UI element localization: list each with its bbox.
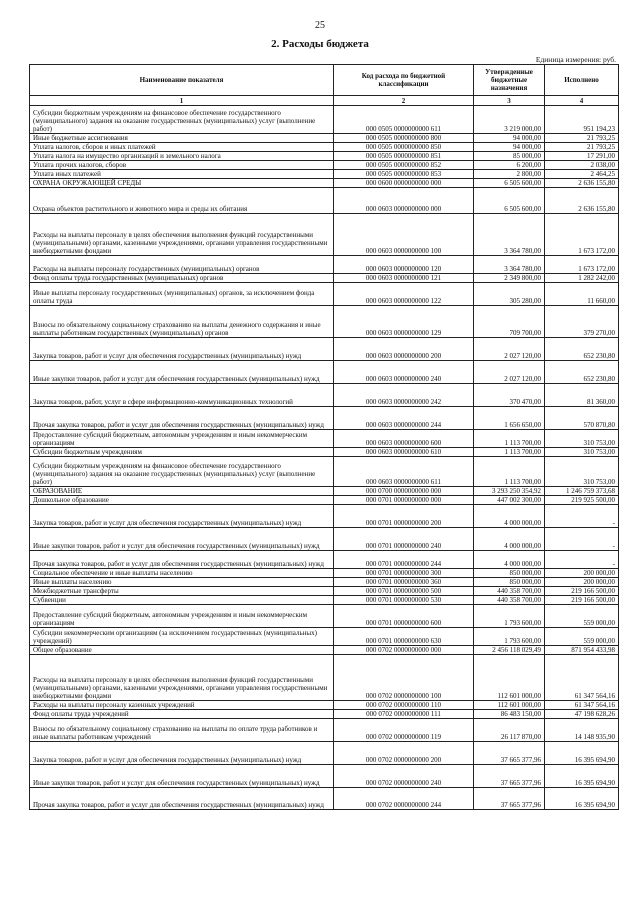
row-name: Уплата иных платежей	[30, 170, 334, 179]
row-name: Уплата налога на имущество организаций и земельного налога	[30, 152, 334, 161]
table-row	[30, 528, 619, 551]
row-code: 000 0505 0000000000 853	[334, 170, 474, 179]
header-approved: Утвержденные бюджетные назначения	[474, 65, 545, 96]
row-name: Расходы на выплаты персоналу в целях обеспечения выполнения функций государственными (муниципальными) органами, казенными учреждениями, органами управления государственными внебюджетными фондами	[30, 655, 334, 701]
row-code: 000 0505 0000000000 851	[334, 152, 474, 161]
row-code: 000 0701 0000000000 200	[334, 505, 474, 528]
row-code: 000 0505 0000000000 850	[334, 143, 474, 152]
row-name: Фонд оплаты труда государственных (муниципальных) органов	[30, 274, 334, 283]
table-row	[30, 384, 619, 407]
row-executed: 951 194,23	[545, 106, 619, 134]
table-row	[30, 306, 619, 338]
row-approved: 4 000 000,00	[474, 505, 545, 528]
row-executed: 200 000,00	[545, 578, 619, 587]
table-row	[30, 596, 619, 605]
column-number: 2	[334, 96, 474, 106]
row-executed: 1 246 759 373,68	[545, 487, 619, 496]
table-row	[30, 496, 619, 505]
row-code: 000 0701 0000000000 300	[334, 569, 474, 578]
row-name: Субсидии бюджетным учреждениям на финансовое обеспечение государственного (муниципального) задания на оказание государственных (муниципальных) услуг (выполнение работ)	[30, 106, 334, 134]
table-row	[30, 719, 619, 742]
row-executed: 16 395 694,90	[545, 788, 619, 810]
row-name: Расходы на выплаты персоналу казенных учреждений	[30, 701, 334, 710]
table-row	[30, 256, 619, 274]
row-approved: 2 456 118 029,49	[474, 646, 545, 655]
row-code: 000 0702 0000000000 111	[334, 710, 474, 719]
row-approved: 2 027 120,00	[474, 361, 545, 384]
row-approved: 3 364 780,00	[474, 256, 545, 274]
row-approved: 1 113 700,00	[474, 448, 545, 457]
table-row	[30, 646, 619, 655]
row-approved: 2 027 120,00	[474, 338, 545, 361]
row-code: 000 0701 0000000000 244	[334, 551, 474, 569]
row-executed: 61 347 564,16	[545, 655, 619, 701]
row-approved: 86 483 150,00	[474, 710, 545, 719]
header-code: Код расхода по бюджетной классификации	[334, 65, 474, 96]
section-title: 2. Расходы бюджета	[271, 38, 369, 50]
row-executed: 11 660,00	[545, 283, 619, 306]
row-approved: 850 000,00	[474, 569, 545, 578]
row-approved: 37 665 377,96	[474, 765, 545, 788]
row-code: 000 0701 0000000000 630	[334, 628, 474, 646]
row-name: Иные выплаты персоналу государственных (муниципальных) органов, за исключением фонда оплаты труда	[30, 283, 334, 306]
row-name: Охрана объектов растительного и животного мира и среды их обитания	[30, 188, 334, 214]
row-approved: 1 793 600,00	[474, 605, 545, 628]
row-approved: 37 665 377,96	[474, 788, 545, 810]
row-approved: 3 364 780,00	[474, 214, 545, 256]
row-executed: -	[545, 551, 619, 569]
row-executed: 652 230,80	[545, 338, 619, 361]
row-executed: 1 673 172,00	[545, 256, 619, 274]
row-approved: 850 000,00	[474, 578, 545, 587]
row-approved: 2 800,00	[474, 170, 545, 179]
row-executed: 16 395 694,90	[545, 742, 619, 765]
row-code: 000 0701 0000000000 500	[334, 587, 474, 596]
table-row	[30, 274, 619, 283]
row-name: Иные закупки товаров, работ и услуг для обеспечения государственных (муниципальных) нужд	[30, 765, 334, 788]
row-approved: 709 700,00	[474, 306, 545, 338]
row-executed: 17 291,00	[545, 152, 619, 161]
table-row	[30, 587, 619, 596]
column-number: 4	[545, 96, 619, 106]
row-approved: 94 000,00	[474, 134, 545, 143]
row-executed: 219 166 500,00	[545, 587, 619, 596]
row-name: Фонд оплаты труда учреждений	[30, 710, 334, 719]
row-executed: 559 000,00	[545, 628, 619, 646]
row-name: Межбюджетные трансферты	[30, 587, 334, 596]
table-row	[30, 765, 619, 788]
column-number: 3	[474, 96, 545, 106]
row-approved: 3 293 250 354,92	[474, 487, 545, 496]
row-name: Иные закупки товаров, работ и услуг для обеспечения государственных (муниципальных) нужд	[30, 528, 334, 551]
row-executed: 379 270,00	[545, 306, 619, 338]
row-code: 000 0505 0000000000 800	[334, 134, 474, 143]
row-code: 000 0603 0000000000 600	[334, 430, 474, 448]
row-code: 000 0702 0000000000 110	[334, 701, 474, 710]
row-approved: 1 793 600,00	[474, 628, 545, 646]
row-code: 000 0600 0000000000 000	[334, 179, 474, 188]
row-name: ОХРАНА ОКРУЖАЮЩЕЙ СРЕДЫ	[30, 179, 334, 188]
row-approved: 4 000 000,00	[474, 551, 545, 569]
header-name: Наименование показателя	[30, 65, 334, 96]
row-executed: 200 000,00	[545, 569, 619, 578]
table-row	[30, 338, 619, 361]
row-code: 000 0701 0000000000 240	[334, 528, 474, 551]
row-code: 000 0505 0000000000 611	[334, 106, 474, 134]
row-approved: 1 113 700,00	[474, 430, 545, 448]
row-executed: 559 000,00	[545, 605, 619, 628]
row-executed: 61 347 564,16	[545, 701, 619, 710]
row-approved: 112 601 000,00	[474, 701, 545, 710]
table-row	[30, 605, 619, 628]
table-row	[30, 788, 619, 810]
row-executed: 2 038,00	[545, 161, 619, 170]
row-name: Иные закупки товаров, работ и услуг для обеспечения государственных (муниципальных) нужд	[30, 361, 334, 384]
row-name: Расходы на выплаты персоналу государственных (муниципальных) органов	[30, 256, 334, 274]
table-row	[30, 361, 619, 384]
row-code: 000 0603 0000000000 121	[334, 274, 474, 283]
row-executed: 310 753,00	[545, 448, 619, 457]
table-row	[30, 457, 619, 487]
table-row	[30, 152, 619, 161]
row-name: Прочая закупка товаров, работ и услуг для обеспечения государственных (муниципальных) нужд	[30, 788, 334, 810]
row-executed: -	[545, 505, 619, 528]
row-name: Прочая закупка товаров, работ и услуг для обеспечения государственных (муниципальных) нужд	[30, 551, 334, 569]
row-approved: 2 349 800,00	[474, 274, 545, 283]
row-name: Закупка товаров, работ и услуг для обеспечения государственных (муниципальных) нужд	[30, 505, 334, 528]
row-name: Уплата налогов, сборов и иных платежей	[30, 143, 334, 152]
row-executed: 219 925 500,00	[545, 496, 619, 505]
row-approved: 440 358 700,00	[474, 587, 545, 596]
row-name: Социальное обеспечение и иные выплаты населению	[30, 569, 334, 578]
table-row	[30, 430, 619, 448]
row-code: 000 0603 0000000000 611	[334, 457, 474, 487]
header-executed: Исполнено	[545, 65, 619, 96]
row-executed: 1 673 172,00	[545, 214, 619, 256]
table-row	[30, 188, 619, 214]
row-code: 000 0603 0000000000 120	[334, 256, 474, 274]
row-code: 000 0701 0000000000 360	[334, 578, 474, 587]
row-name: Предоставление субсидий бюджетным, автономным учреждениям и иным некоммерческим организациям	[30, 605, 334, 628]
row-name: Закупка товаров, работ и услуг для обеспечения государственных (муниципальных) нужд	[30, 742, 334, 765]
row-executed: 310 753,00	[545, 457, 619, 487]
row-executed: 871 954 433,98	[545, 646, 619, 655]
row-code: 000 0702 0000000000 119	[334, 719, 474, 742]
row-name: Взносы по обязательному социальному страхованию на выплаты по оплате труда работников и иные выплаты работникам учреждений	[30, 719, 334, 742]
row-executed: 2 464,25	[545, 170, 619, 179]
table-header-row	[30, 65, 619, 96]
row-code: 000 0603 0000000000 129	[334, 306, 474, 338]
table-row	[30, 505, 619, 528]
row-code: 000 0603 0000000000 200	[334, 338, 474, 361]
row-executed: 47 198 628,26	[545, 710, 619, 719]
row-name: Взносы по обязательному социальному страхованию на выплаты денежного содержания и иные выплаты работникам государственных (муниципальных) органов	[30, 306, 334, 338]
row-code: 000 0702 0000000000 240	[334, 765, 474, 788]
row-approved: 370 470,00	[474, 384, 545, 407]
table-row	[30, 701, 619, 710]
table-row	[30, 710, 619, 719]
table-row	[30, 134, 619, 143]
row-approved: 447 002 300,00	[474, 496, 545, 505]
row-executed: 21 793,25	[545, 134, 619, 143]
table-row	[30, 407, 619, 430]
row-executed: 14 148 935,90	[545, 719, 619, 742]
expenses-table	[29, 64, 619, 810]
row-approved: 112 601 000,00	[474, 655, 545, 701]
row-code: 000 0603 0000000000 242	[334, 384, 474, 407]
row-executed: 2 636 155,80	[545, 179, 619, 188]
row-name: Иные выплаты населению	[30, 578, 334, 587]
table-row	[30, 551, 619, 569]
row-executed: -	[545, 528, 619, 551]
table-row	[30, 742, 619, 765]
row-approved: 1 113 700,00	[474, 457, 545, 487]
column-number: 1	[30, 96, 334, 106]
row-approved: 37 665 377,96	[474, 742, 545, 765]
row-executed: 310 753,00	[545, 430, 619, 448]
table-row	[30, 143, 619, 152]
row-approved: 3 219 000,00	[474, 106, 545, 134]
row-approved: 26 117 870,00	[474, 719, 545, 742]
row-name: Субсидии некоммерческим организациям (за исключением государственных (муниципальных) учреждений)	[30, 628, 334, 646]
row-name: Закупка товаров, работ, услуг в сфере информационно-коммуникационных технологий	[30, 384, 334, 407]
row-approved: 305 280,00	[474, 283, 545, 306]
units-label: Единица измерения: руб.	[535, 55, 616, 64]
row-code: 000 0603 0000000000 122	[334, 283, 474, 306]
row-code: 000 0603 0000000000 000	[334, 188, 474, 214]
row-executed: 652 230,80	[545, 361, 619, 384]
table-row	[30, 448, 619, 457]
row-code: 000 0701 0000000000 000	[334, 496, 474, 505]
table-row	[30, 179, 619, 188]
row-code: 000 0702 0000000000 200	[334, 742, 474, 765]
table-row	[30, 161, 619, 170]
row-code: 000 0505 0000000000 852	[334, 161, 474, 170]
column-number-row	[30, 96, 619, 106]
table-row	[30, 487, 619, 496]
row-approved: 1 656 650,00	[474, 407, 545, 430]
row-code: 000 0701 0000000000 600	[334, 605, 474, 628]
row-approved: 6 200,00	[474, 161, 545, 170]
row-code: 000 0603 0000000000 100	[334, 214, 474, 256]
row-approved: 6 505 600,00	[474, 179, 545, 188]
row-approved: 4 000 000,00	[474, 528, 545, 551]
row-approved: 85 000,00	[474, 152, 545, 161]
table-row	[30, 170, 619, 179]
row-approved: 6 505 600,00	[474, 188, 545, 214]
table-row	[30, 106, 619, 134]
row-approved: 440 358 700,00	[474, 596, 545, 605]
row-name: Расходы на выплаты персоналу в целях обеспечения выполнения функций государственными (муниципальными) органами, казенными учреждениями, органами управления государственными внебюджетными фондами	[30, 214, 334, 256]
row-name: ОБРАЗОВАНИЕ	[30, 487, 334, 496]
table-row	[30, 214, 619, 256]
table-row	[30, 655, 619, 701]
row-code: 000 0603 0000000000 240	[334, 361, 474, 384]
row-name: Иные бюджетные ассигнования	[30, 134, 334, 143]
table-row	[30, 569, 619, 578]
row-code: 000 0603 0000000000 610	[334, 448, 474, 457]
row-name: Субвенции	[30, 596, 334, 605]
row-code: 000 0603 0000000000 244	[334, 407, 474, 430]
row-executed: 21 793,25	[545, 143, 619, 152]
row-executed: 1 282 242,00	[545, 274, 619, 283]
row-approved: 94 000,00	[474, 143, 545, 152]
row-name: Прочая закупка товаров, работ и услуг для обеспечения государственных (муниципальных) нужд	[30, 407, 334, 430]
row-code: 000 0702 0000000000 000	[334, 646, 474, 655]
row-executed: 2 636 155,80	[545, 188, 619, 214]
table-row	[30, 578, 619, 587]
row-code: 000 0702 0000000000 100	[334, 655, 474, 701]
row-code: 000 0700 0000000000 000	[334, 487, 474, 496]
row-name: Уплата прочих налогов, сборов	[30, 161, 334, 170]
row-name: Закупка товаров, работ и услуг для обеспечения государственных (муниципальных) нужд	[30, 338, 334, 361]
row-name: Дошкольное образование	[30, 496, 334, 505]
row-code: 000 0701 0000000000 530	[334, 596, 474, 605]
table-row	[30, 628, 619, 646]
row-name: Субсидии бюджетным учреждениям на финансовое обеспечение государственного (муниципального) задания на оказание государственных (муниципальных) услуг (выполнение работ)	[30, 457, 334, 487]
row-executed: 81 360,00	[545, 384, 619, 407]
row-executed: 219 166 500,00	[545, 596, 619, 605]
row-executed: 570 870,80	[545, 407, 619, 430]
row-name: Общее образование	[30, 646, 334, 655]
table-row	[30, 283, 619, 306]
page-number: 25	[315, 20, 325, 31]
row-name: Предоставление субсидий бюджетным, автономным учреждениям и иным некоммерческим организациям	[30, 430, 334, 448]
row-executed: 16 395 694,90	[545, 765, 619, 788]
row-code: 000 0702 0000000000 244	[334, 788, 474, 810]
row-name: Субсидии бюджетным учреждениям	[30, 448, 334, 457]
